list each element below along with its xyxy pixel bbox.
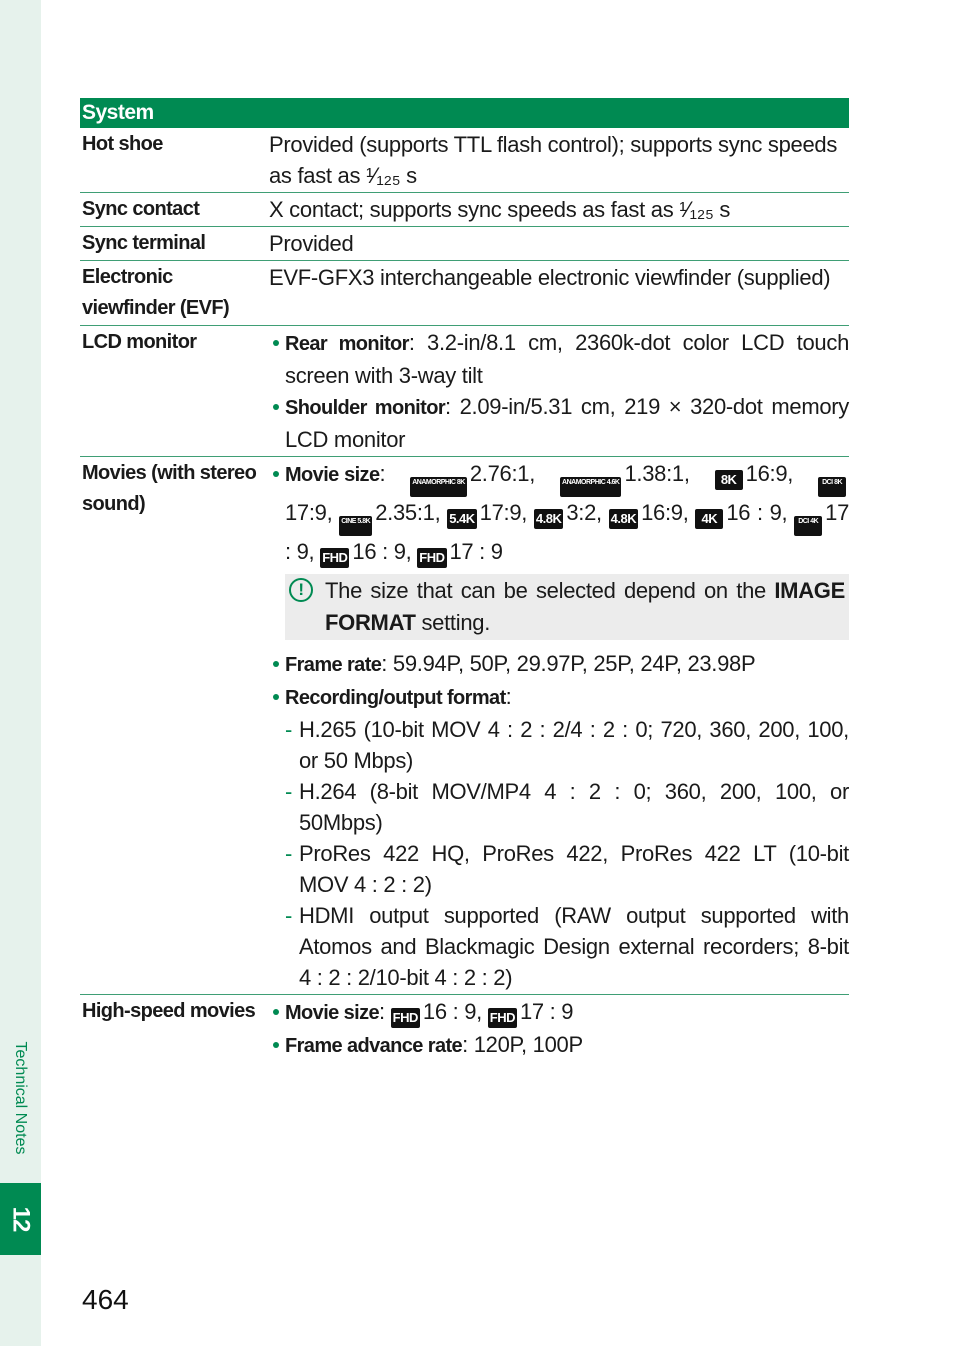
table-row-movies [80,457,849,995]
4k-icon: 4K [695,509,723,529]
fraction: ¹⁄₁₂₅ [679,197,714,222]
table-row-hot-shoe [80,128,849,193]
format-item: - H.264 (8-bit MOV/MP4 4 : 2 : 0; 360, 200, 100, or 50Mbps) [269,776,849,838]
row-value [269,327,849,455]
list-item-format: Recording/output format: [269,681,849,714]
fhd-icon: FHD [488,1008,517,1028]
chapter-number: 12 [7,1206,35,1232]
list-item-frame-rate: Frame rate: 59.94P, 50P, 29.97P, 25P, 24P, 23.98P [269,648,849,681]
row-value [269,996,849,1062]
anamorphic-8k-icon: ANAMORPHIC 8K [410,477,467,497]
page-number: 464 [82,1284,129,1315]
dci-8k-icon: DCI 8K [818,477,846,497]
dci-4k-icon: DCI 4K [794,516,822,536]
setting-name: IMAGE FORMAT [325,578,845,635]
48k-icon: 4.8K [534,509,563,529]
row-value [269,458,849,993]
row-label: High-speed movies [82,1000,256,1022]
row-value: X contact; supports sync speeds as fast as ¹⁄₁₂₅ s [269,197,731,222]
chapter-tab [0,1183,41,1255]
fraction: ¹⁄₁₂₅ [365,163,401,188]
table-row-high-speed [80,995,849,1063]
row-label: Sync contact [82,198,200,220]
caution-icon: ! [289,578,313,602]
format-item: - HDMI output supported (RAW output supported with Atomos and Blackmagic Design external recorders; 8-bit 4 : 2 : 2/10-bit 4 : 2 : 2) [269,900,849,993]
48k-icon: 4.8K [609,509,638,529]
anamorphic-46k-icon: ANAMORPHIC 4.6K [560,477,621,497]
54k-icon: 5.4K [447,509,476,529]
list-item: Rear monitor: 3.2-in/8.1 cm, 2360k-dot color LCD touch screen with 3-way tilt [269,327,849,391]
row-label: Movies (with stereo sound) [82,462,257,515]
cine-58k-icon: CINE 5.8K [339,516,372,536]
table-row-sync-terminal [80,227,849,261]
note-box: ! The size that can be selected depend on the IMAGE FORMAT setting. [285,574,849,640]
list-item-movie-size: Movie size: FHD 16 : 9, FHD 17 : 9 [269,996,849,1029]
list-item-frame-advance: Frame advance rate: 120P, 100P [269,1029,849,1062]
table-row-lcd [80,326,849,457]
row-value: EVF-GFX3 interchangeable electronic viewfinder (supplied) [269,265,831,290]
format-item: - ProRes 422 HQ, ProRes 422, ProRes 422 LT (10-bit MOV 4 : 2 : 2) [269,838,849,900]
spec-table [80,98,849,1063]
list-item-movie-size: Movie size: ANAMORPHIC 8K 2.76:1, ANAMORPHIC 4.6K 1.38:1, 8K 16:9, DCI 8K17:9, CINE 5.8K 2.35:1, 5.4K 17:9, 4.8K 3:2, 4.8K 16:9, 4K 16 : 9, DCI 4K 17 : 9, FHD 16 : 9, FHD 17 : 9 [269,458,849,568]
row-value: Provided [269,231,354,256]
row-label: Sync terminal [82,232,206,254]
format-item: - H.265 (10-bit MOV 4 : 2 : 2/4 : 2 : 0; 720, 360, 200, 100, or 50 Mbps) [269,714,849,776]
table-row-evf [80,261,849,326]
table-header: System [80,98,849,128]
row-label: Electronic viewfinder (EVF) [82,266,230,319]
fhd-icon: FHD [320,548,349,568]
fhd-icon: FHD [417,548,446,568]
8k-icon: 8K [715,470,743,490]
row-value: Provided (supports TTL flash control); supports sync speeds as fast as ¹⁄₁₂₅ s [269,132,838,188]
row-label: Hot shoe [82,133,163,155]
fhd-icon: FHD [391,1008,420,1028]
table-row-sync-contact [80,193,849,227]
row-label: LCD monitor [82,331,197,353]
list-item: Shoulder monitor: 2.09-in/5.31 cm, 219 × 320-dot memory LCD monitor [269,391,849,455]
